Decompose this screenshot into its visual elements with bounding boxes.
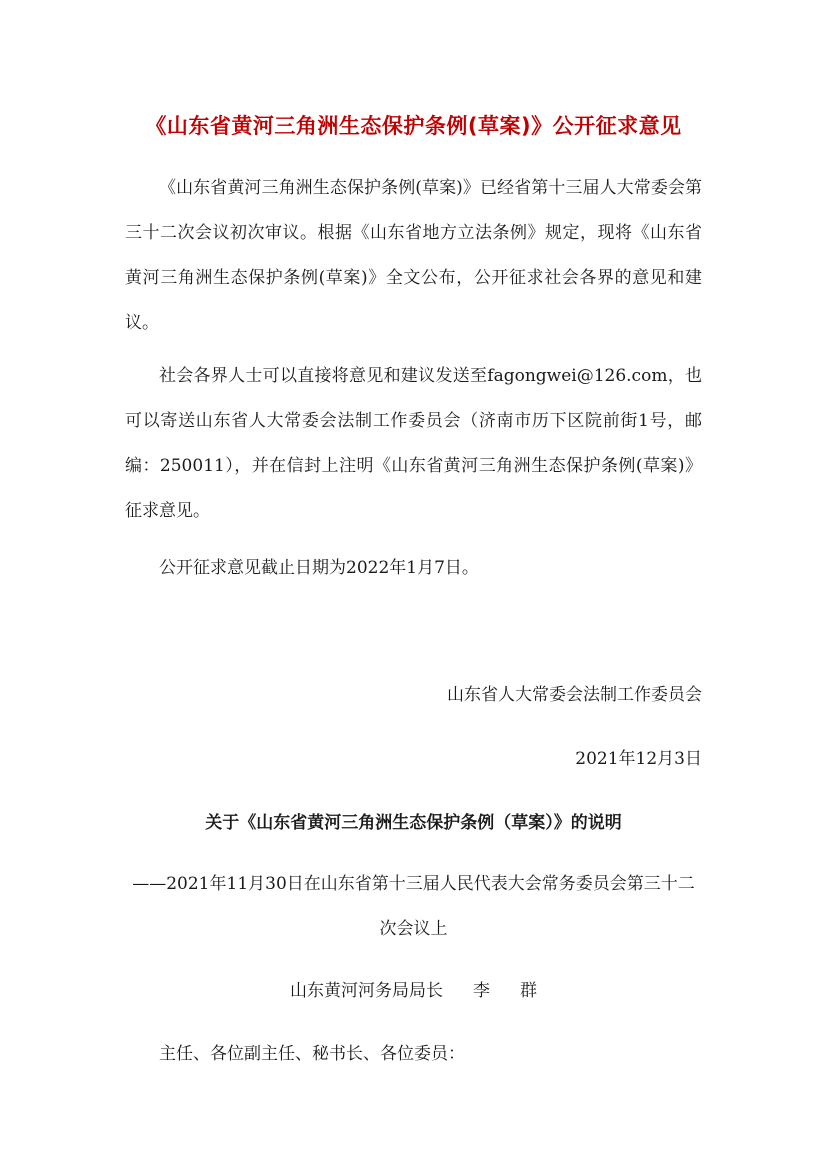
- speaker-title: 山东黄河河务局局长: [290, 981, 443, 1001]
- speaker-line: [125, 976, 702, 1006]
- notice-paragraph-submission: 社会各界人士可以直接将意见和建议发送至fagongwei@126.com，也可以寄送山东省人大常委会法制工作委员会（济南市历下区院前街1号，邮编：250011），并在信封上注明《山东省黄河三角洲生态保护条例(草案)》征求意见。: [125, 366, 702, 521]
- notice-title: 《山东省黄河三角洲生态保护条例(草案)》公开征求意见: [145, 114, 682, 138]
- issuer-name: 山东省人大常委会法制工作委员会: [447, 685, 702, 705]
- explanation-occasion: ——2021年11月30日在山东省第十三届人民代表大会常务委员会第三十二次会议上: [132, 874, 695, 939]
- speaker-given-name: 群: [520, 981, 537, 1001]
- explanation-title: 关于《山东省黄河三角洲生态保护条例（草案）》的说明: [205, 813, 622, 833]
- notice-paragraph-intro: 《山东省黄河三角洲生态保护条例(草案)》已经省第十三届人大常委会第三十二次会议初次审议。根据《山东省地方立法条例》规定，现将《山东省黄河三角洲生态保护条例(草案)》全文公布，公开征求社会各界的意见和建议。: [125, 178, 702, 333]
- speaker-surname: 李: [473, 981, 490, 1001]
- speech-salutation: 主任、各位副主任、秘书长、各位委员：: [159, 1044, 465, 1064]
- issue-date: 2021年12月3日: [575, 749, 702, 769]
- notice-paragraph-deadline: 公开征求意见截止日期为2022年1月7日。: [159, 558, 479, 578]
